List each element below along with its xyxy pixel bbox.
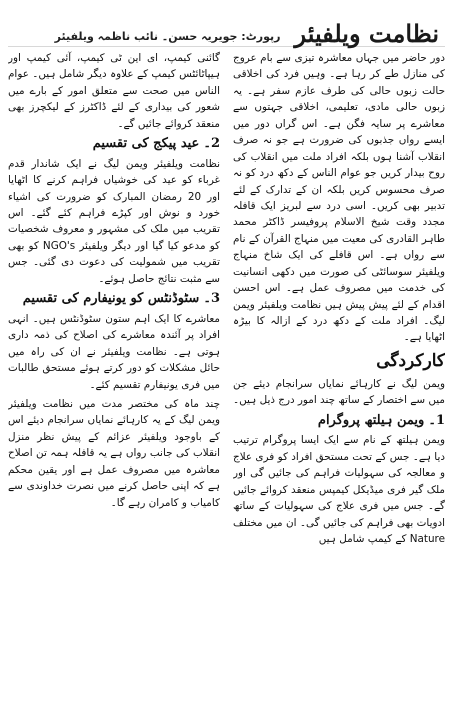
article-title: نظامت ویلفیئر [294, 19, 439, 48]
eid-package-heading-text: عید پیکج کی تقسیم [92, 136, 200, 152]
right-column [233, 50, 445, 717]
women-health-number: 1۔ [428, 412, 445, 428]
article-columns [8, 50, 445, 717]
performance-heading: کارکردگی [376, 350, 445, 371]
intro-paragraph: دور حاضر میں جہاں معاشرہ تیزی سے بام عروج کی منازل طے کر رہا ہے۔ وہیں فرد کی اخلاقی حالت زبوں حالی کی طرف عازم سفر ہے۔ یہ زبوں حالی مادی، تعلیمی، اخلاقی جہتوں سے معاشرے پر سایہ فگن ہے۔ اس گراں دور میں ایسے رواں جذبوں کی ضرورت ہے جو نہ صرف انقلاب آشنا ہوں بلکہ افراد ملت میں انقلاب کی روح بیدار کریں جو عوام الناس کے دکھ درد کو نہ صرف محسوس کریں بلکہ ان کے تدارک کے لئے تدبیر بھی کریں۔ اسی درد سے لبریز ایک قافلہ مجدد وقت شیخ الاسلام پروفیسر ڈاکٹر محمد طاہر القادری کی معیت میں منہاج القرآن کے نام سے رواں ہے۔ اس قافلے کی ایک شاخ منہاج ویلفیئر سوسائٹی کی صورت میں دکھی انسانیت کی خدمت میں مصروف عمل ہے۔ اس احسن اقدام کے لئے پیش پیش ہیں نظامت ویلفیئر ویمن لیگ۔ افراد ملت کے دکھ درد کے ازالہ کا بیڑہ اٹھایا ہے۔ [233, 52, 445, 344]
women-health-heading [233, 412, 445, 430]
conclusion-paragraph: چند ماہ کی مختصر مدت میں نظامت ویلفیئر ویمن لیگ کے یہ کارہائے نمایاں سرانجام دیئے اس کے باوجود ویلفیئر عزائم کے پیش نظر منزل انقلاب کی جانب رواں ہے یہ قافلہ ہمہ تن اصلاح معاشرہ میں مصروف عمل ہے اور یقین محکم ہے کہ اپنی حاصل کرنے میں نصرت خداوندی سے کامیاب و کامران رہے گا۔ [8, 397, 220, 509]
left-column [8, 50, 220, 717]
eid-package-number: 2۔ [203, 136, 220, 152]
women-health-heading-text: ویمن ہیلتھ پروگرام [317, 412, 425, 428]
article-header [8, 6, 445, 47]
camps-paragraph: گائنی کیمپ، ای این ٹی کیمپ، آئی کیمپ اور ہیپاٹائٹس کیمپ کے علاوہ دیگر شامل ہیں۔ عوام الناس میں صحت سے متعلق امور کے بارے میں شعور کی بیداری کے لئے ڈاکٹرز کے لیکچرز بھی منعقد کروائے جائیں گے۔ [8, 52, 220, 130]
eid-package-heading [8, 135, 220, 153]
article-byline: رپورٹ: جویریہ حسن۔ نائب ناظمہ ویلفیئر [54, 30, 281, 43]
student-uniform-heading-text: سٹوڈنٹس کو یونیفارم کی تقسیم [22, 291, 200, 307]
eid-package-paragraph: نظامت ویلفیئر ویمن لیگ نے ایک شاندار قدم غرباء کو عید کی خوشیاں فراہم کرنے کا اٹھایا اور 20 رمضان المبارک کو ضرورت کی اشیاء خورد و نوش اور کپڑے فراہم کئے گئے۔ اس تقریب میں ملک کی مشہور و معروف شخصیات کو مدعو کیا گیا اور دیگر ویلفیئر NGO's کو بھی تقریب میں شمولیت کی دعوت دی گئی۔ جس سے مثبت نتائج حاصل ہوئے۔ [8, 157, 220, 285]
student-uniform-number: 3۔ [203, 291, 220, 307]
performance-paragraph: ویمن لیگ نے کارہائے نمایاں سرانجام دیئے جن میں سے اختصار کے ساتھ چند امور درج ذیل ہیں۔ [233, 377, 445, 407]
student-uniform-heading [8, 290, 220, 308]
women-health-paragraph: ویمن ہیلتھ کے نام سے ایک ایسا پروگرام ترتیب دیا ہے۔ جس کے تحت مستحق افراد کو فری علاج و معالجہ کی سہولیات فراہم کی جائیں گی اور ملک گیر فری میڈیکل کیمپس منعقد کروائے جائیں گے۔ جس میں فری علاج کی سہولیات کے ساتھ ادویات بھی فراہم کی جائیں گی۔ ان میں مختلف Nature کے کیمپ شامل ہیں [233, 434, 445, 546]
student-uniform-paragraph: معاشرے کا ایک اہم ستون سٹوڈنٹس ہیں۔ انہی افراد پر آئندہ معاشرے کی اصلاح کی ذمہ داری ہوتی ہے۔ نظامت ویلفیئر نے ان کی راہ میں حائل مشکلات کو دور کرتے ہوئے مستحق طالبات میں فری یونیفارم تقسیم کئے۔ [8, 312, 220, 391]
